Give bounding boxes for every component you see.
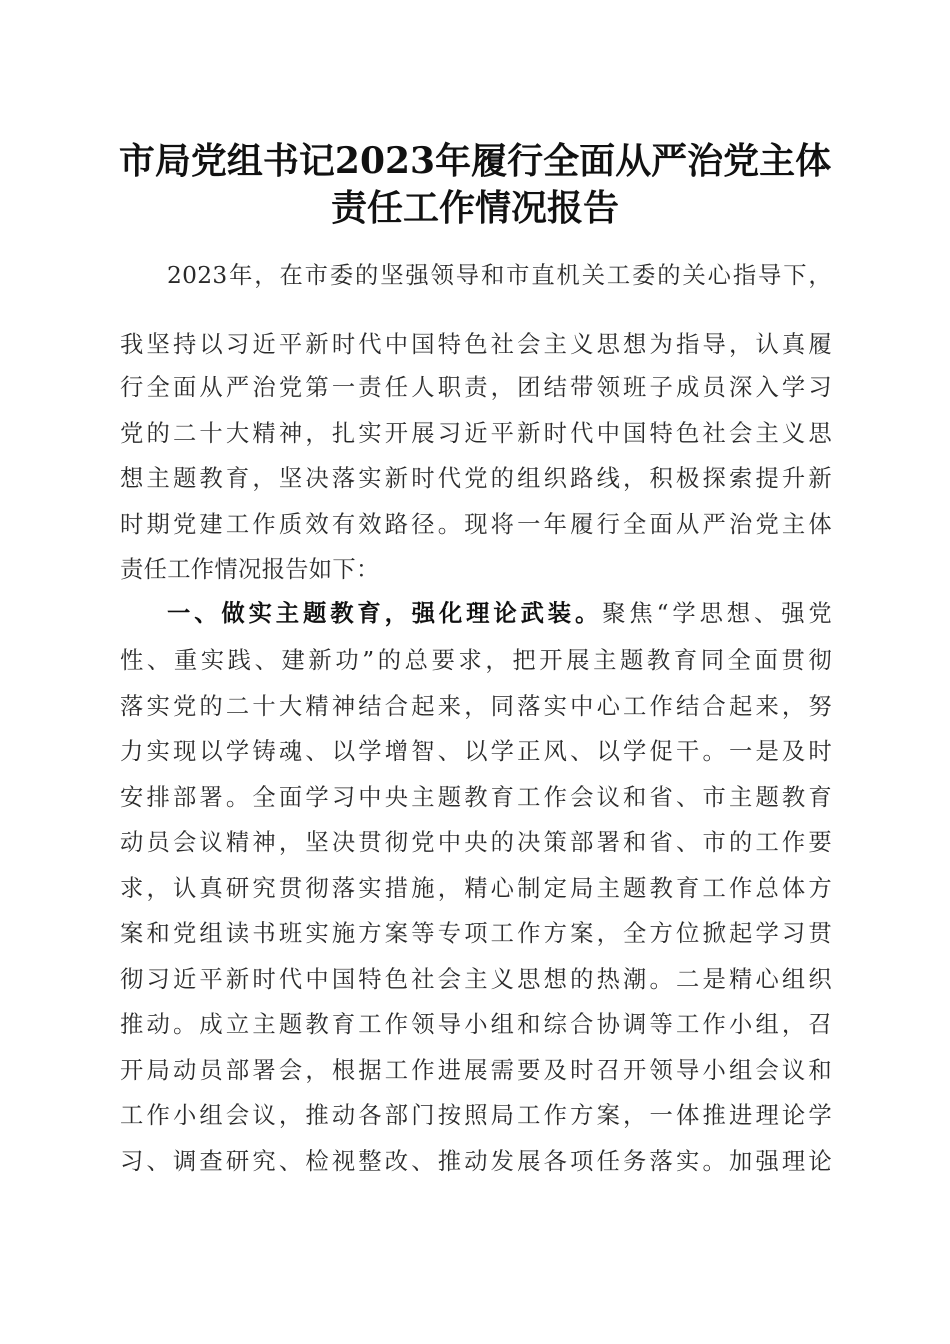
paragraph-2-line-10: 推动。成立主题教育工作领导小组和综合协调等工作小组，召 — [120, 1011, 832, 1038]
paragraph-2-line-9: 彻习近平新时代中国特色社会主义思想的热潮。二是精心组织 — [120, 966, 832, 993]
paragraph-1-line-4: 党的二十大精神，扎实开展习近平新时代中国特色社会主义思 — [120, 420, 832, 447]
paragraph-2-line-11: 开局动员部署会，根据工作进展需要及时召开领导小组会议和 — [120, 1057, 832, 1084]
paragraph-2-line-1 — [167, 594, 832, 628]
paragraph-2-line-5: 安排部署。全面学习中央主题教育工作会议和省、市主题教育 — [120, 784, 832, 811]
paragraph-1-line-1: 2023年，在市委的坚强领导和市直机关工委的关心指导下， — [167, 262, 832, 289]
paragraph-2-line-6: 动员会议精神，坚决贯彻党中央的决策部署和省、市的工作要 — [120, 829, 832, 856]
paragraph-1-line-7: 责任工作情况报告如下： — [120, 556, 380, 583]
paragraph-2-line-3: 落实党的二十大精神结合起来，同落实中心工作结合起来，努 — [120, 693, 832, 720]
document-title-line-1: 市局党组书记2023年履行全面从严治党主体 — [118, 140, 832, 182]
paragraph-2-line-2: 性、重实践、建新功”的总要求，把开展主题教育同全面贯彻 — [120, 647, 832, 674]
paragraph-2-line-1-text: 聚焦“学思想、强党 — [602, 600, 832, 627]
paragraph-2-line-4: 力实现以学铸魂、以学增智、以学正风、以学促干。一是及时 — [120, 738, 832, 765]
section-heading: 一、做实主题教育，强化理论武装。 — [167, 600, 603, 627]
paragraph-2-line-12: 工作小组会议，推动各部门按照局工作方案，一体推进理论学 — [120, 1102, 832, 1129]
paragraph-2-line-7: 求，认真研究贯彻落实措施，精心制定局主题教育工作总体方 — [120, 875, 832, 902]
paragraph-2-line-13: 习、调查研究、检视整改、推动发展各项任务落实。加强理论 — [120, 1148, 832, 1175]
paragraph-1-line-5: 想主题教育，坚决落实新时代党的组织路线，积极探索提升新 — [120, 465, 832, 492]
paragraph-1-line-3: 行全面从严治党第一责任人职责，团结带领班子成员深入学习 — [120, 374, 832, 401]
paragraph-1-line-6: 时期党建工作质效有效路径。现将一年履行全面从严治党主体 — [120, 511, 832, 538]
paragraph-2-line-8: 案和党组读书班实施方案等专项工作方案，全方位掀起学习贯 — [120, 920, 832, 947]
document-title-line-2: 责任工作情况报告 — [330, 187, 619, 229]
paragraph-1-line-2: 我坚持以习近平新时代中国特色社会主义思想为指导，认真履 — [120, 331, 832, 358]
